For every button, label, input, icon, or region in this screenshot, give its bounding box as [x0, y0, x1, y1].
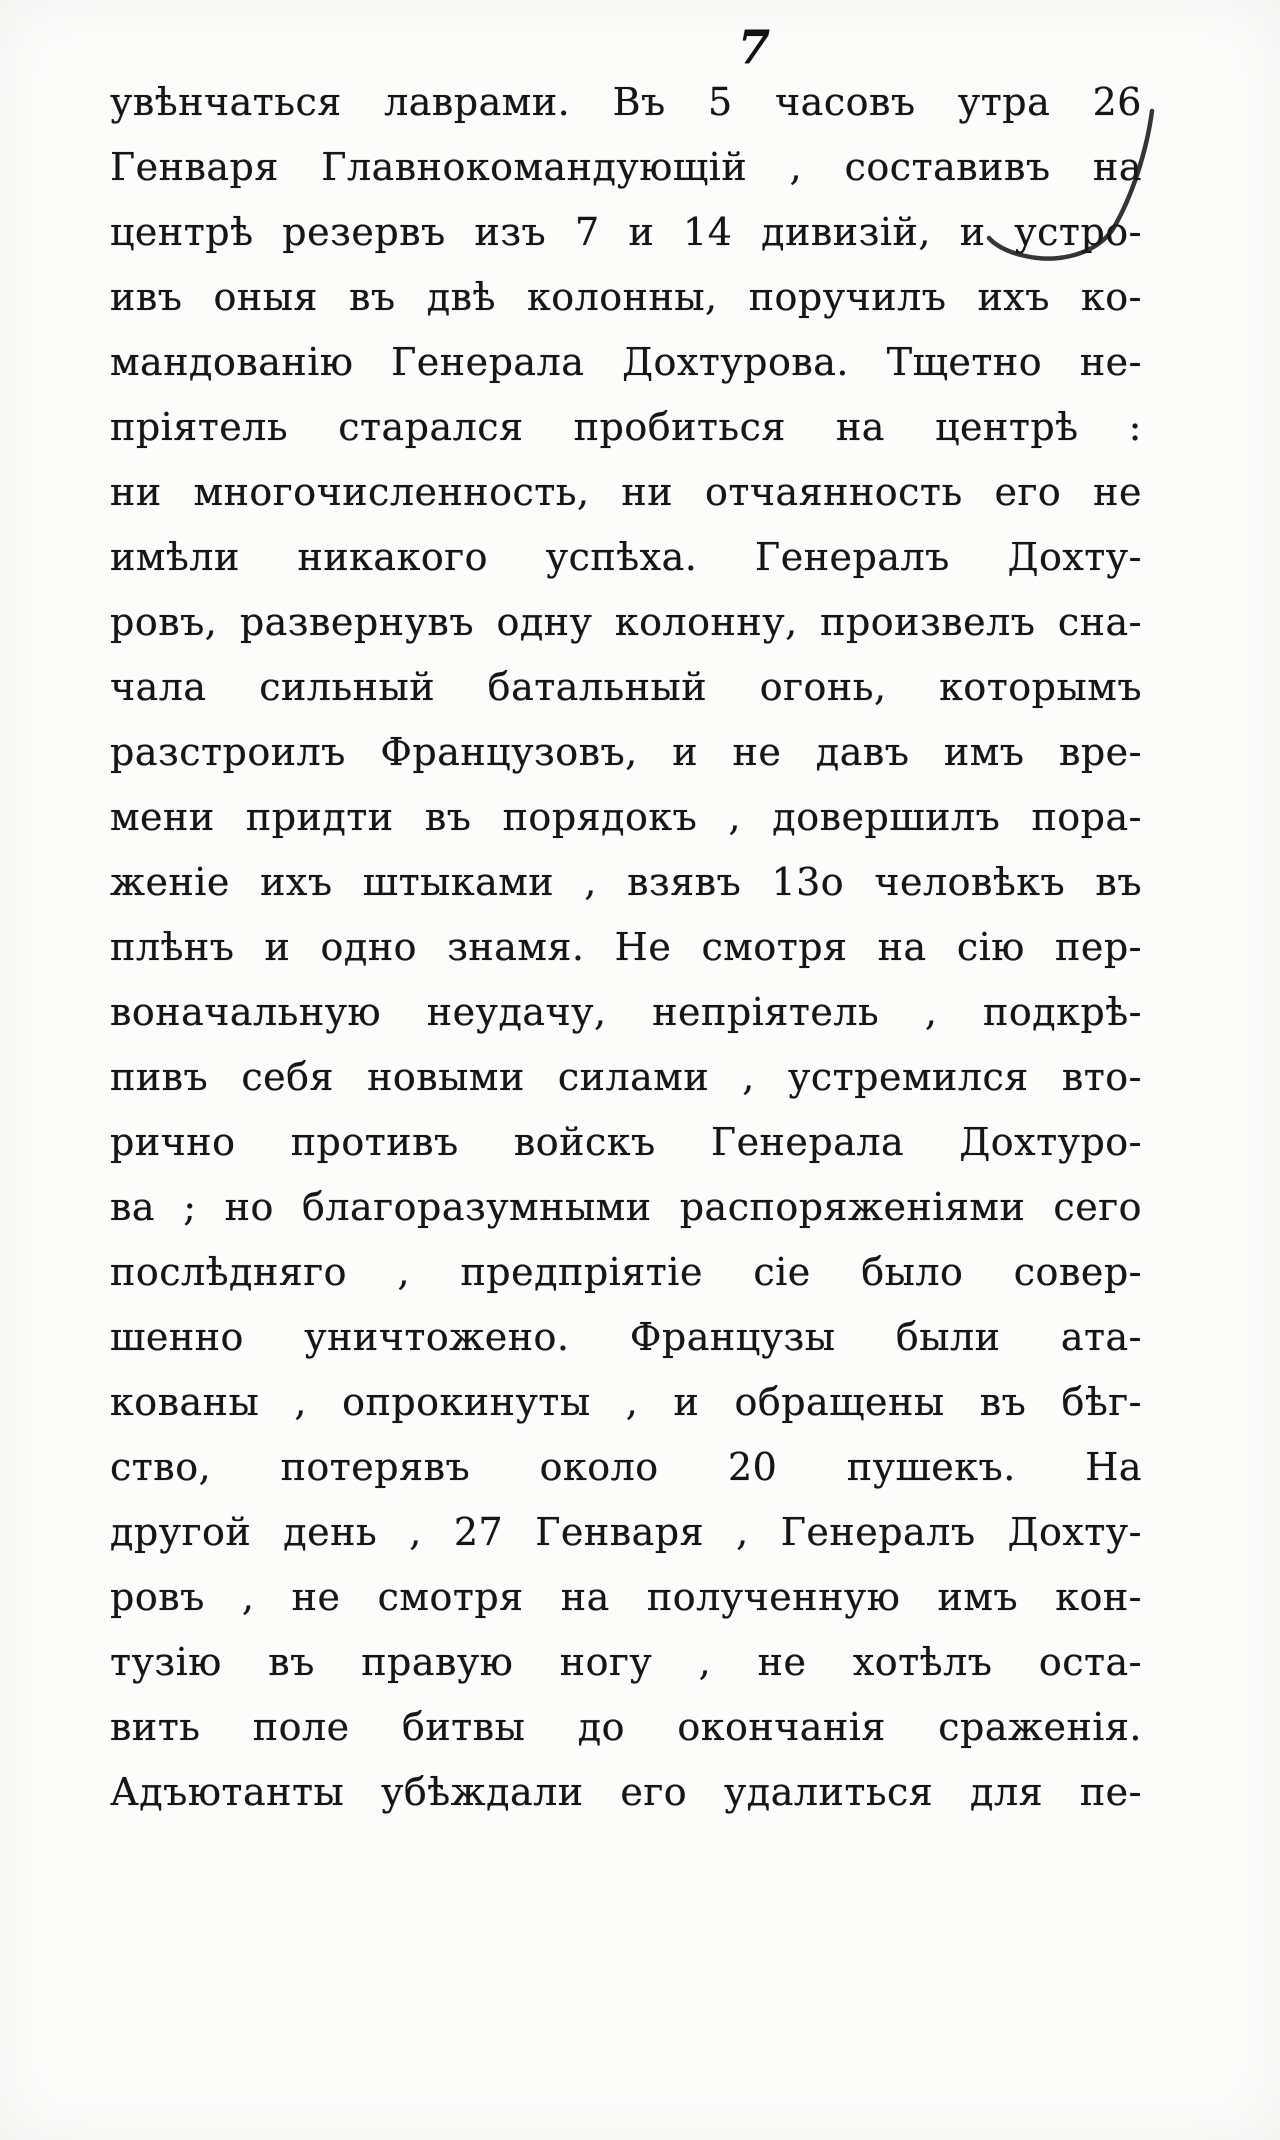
page-number: 7 — [738, 20, 771, 74]
text-line: Генваря Главнокомандующій , составивъ на — [110, 145, 1142, 189]
text-line: тузію въ правую ногу , не хотѣлъ оста- — [110, 1640, 1142, 1684]
text-line: разстроилъ Французовъ, и не давъ имъ вре- — [110, 730, 1142, 774]
text-line: женіе ихъ штыками , взявъ 13о человѣкъ въ — [110, 860, 1142, 904]
text-line: другой день , 27 Генваря , Генералъ Дохту- — [110, 1510, 1142, 1554]
text-line: плѣнъ и одно знамя. Не смотря на сію пер- — [110, 925, 1142, 969]
text-line: послѣдняго , предпріятіе сіе было совер- — [110, 1250, 1142, 1294]
text-line: ивъ оныя въ двѣ колонны, поручилъ ихъ ко- — [110, 275, 1142, 319]
text-line: шенно уничтожено. Французы были ата- — [110, 1315, 1142, 1359]
text-line: чала сильный батальный огонь, которымъ — [110, 665, 1142, 709]
text-line: увѣнчаться лаврами. Въ 5 часовъ утра 26 — [110, 80, 1142, 124]
text-line: Адъютанты убѣждали его удалиться для пе- — [110, 1770, 1142, 1814]
text-line: пріятель старался пробиться на центрѣ : — [110, 405, 1142, 449]
text-line: ровъ , не смотря на полученную имъ кон- — [110, 1575, 1142, 1619]
text-line: воначальную неудачу, непріятель , подкрѣ- — [110, 990, 1142, 1034]
text-line: рично противъ войскъ Генерала Дохтуро- — [110, 1120, 1142, 1164]
text-line: ство, потерявъ около 20 пушекъ. На — [110, 1445, 1142, 1489]
text-line: мандованію Генерала Дохтурова. Тщетно не- — [110, 340, 1142, 384]
text-line: ва ; но благоразумными распоряженіями сего — [110, 1185, 1142, 1229]
text-line: вить поле битвы до окончанія сраженія. — [110, 1705, 1142, 1749]
body-text — [110, 70, 1142, 1825]
text-line: кованы , опрокинуты , и обращены въ бѣг- — [110, 1380, 1142, 1424]
text-line: имѣли никакого успѣха. Генералъ Дохту- — [110, 535, 1142, 579]
text-line: пивъ себя новыми силами , устремился вто- — [110, 1055, 1142, 1099]
text-line: мени придти въ порядокъ , довершилъ пора- — [110, 795, 1142, 839]
text-line: центрѣ резервъ изъ 7 и 14 дивизій, и устро- — [110, 210, 1142, 254]
text-line: ровъ, развернувъ одну колонну, произвелъ сна- — [110, 600, 1142, 644]
text-line: ни многочисленность, ни отчаянность его не — [110, 470, 1142, 514]
